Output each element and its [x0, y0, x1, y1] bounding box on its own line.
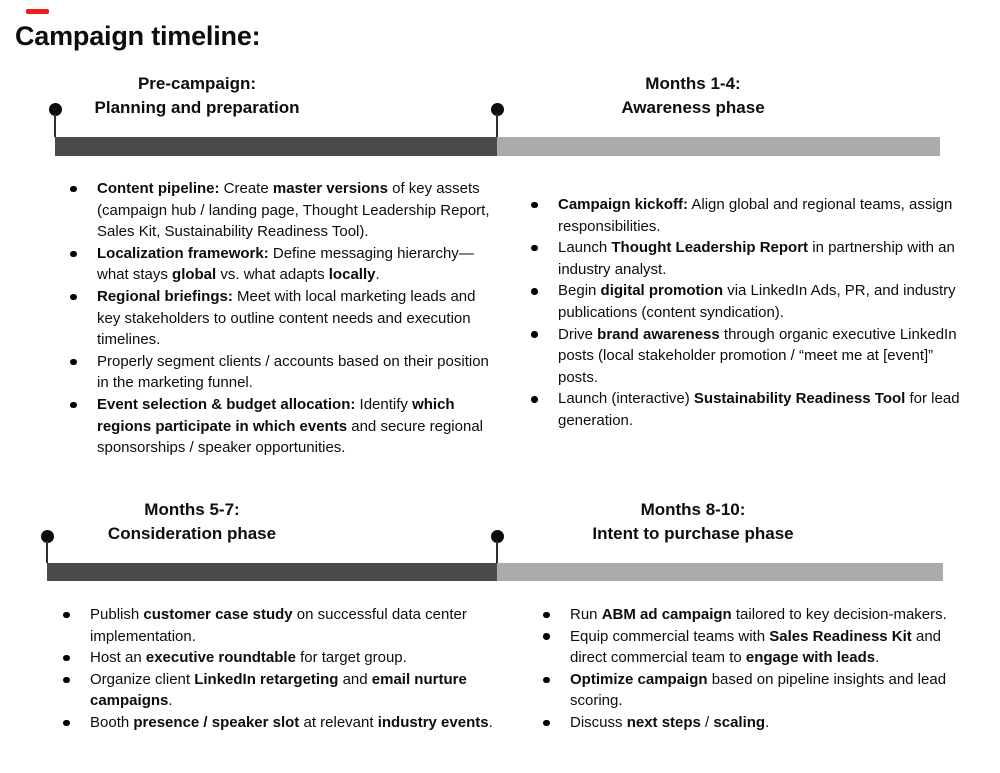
bullet-text-segment: Regional briefings: [97, 287, 233, 305]
phase-heading-months-5-7 [108, 498, 276, 546]
bullet-text-segment: of key assets (campaign hub / landing page, Thought Leadership Report, Sales Kit, Sustainability Readiness Tool). [97, 180, 490, 241]
timeline-bar-months-5-7 [47, 563, 497, 581]
bullet-text-segment: Drive [558, 325, 598, 343]
bullet-text-segment: Launch (interactive) [558, 390, 694, 408]
bullet-text-segment: digital promotion [600, 282, 724, 300]
phase-heading-line2: Consideration phase [107, 524, 277, 543]
bullet-text-segment: Publish [90, 606, 144, 623]
bullet-item [521, 237, 969, 280]
bullet-text-segment: Sustainability Readiness Tool [693, 390, 906, 408]
phase-heading-line1: Months 1-4: [645, 74, 741, 93]
bullet-text-segment: Localization framework: [97, 244, 269, 262]
bullet-text-segment: Meet with local marketing leads and key stakeholders to outline content needs and execution timelines. [97, 287, 476, 349]
bullet-item [60, 178, 496, 243]
bullet-text-segment: and direct commercial team to [570, 627, 942, 667]
bullet-text-segment: at relevant [299, 713, 378, 731]
bullet-item [60, 243, 496, 286]
bullet-text-segment: . [875, 649, 880, 667]
bullet-text-segment: Run [570, 606, 602, 623]
bullet-list-months-5-7 [53, 604, 495, 734]
bullet-text-segment: based on pipeline insights and lead scoring. [570, 670, 947, 710]
bullet-text-segment: engage with leads [745, 649, 876, 667]
bullet-item [53, 604, 495, 647]
bullet-text-segment: customer case study [143, 606, 293, 623]
bullet-text-segment: Booth [90, 713, 134, 731]
bullet-text-segment: and [338, 670, 372, 688]
bullet-list-pre-campaign [60, 178, 496, 459]
bullet-text-segment: Identify [355, 395, 413, 413]
bullet-text-segment: Event selection & budget allocation: [97, 395, 356, 413]
bullet-text-segment: for target group. [295, 649, 407, 667]
bullet-item [533, 712, 973, 734]
phase-heading-line2: Intent to purchase phase [592, 524, 794, 543]
bullet-text-segment: . [765, 713, 770, 731]
bullet-item [53, 712, 495, 734]
bullet-text-segment: Launch [558, 239, 612, 257]
phase-heading-line1: Months 5-7: [144, 500, 240, 519]
bullet-item [521, 194, 969, 237]
bullet-text-segment: scaling [713, 713, 766, 731]
bullet-text-segment: / [700, 713, 714, 731]
bullet-item [533, 669, 973, 712]
phase-heading-line1: Pre-campaign: [137, 74, 257, 93]
timeline-bar-pre-campaign [55, 137, 497, 156]
bullet-item [521, 324, 969, 389]
bullet-list-months-1-4 [521, 194, 969, 432]
bullet-text-segment: locally [328, 266, 376, 284]
bullet-text-segment: Properly segment clients / accounts based on their position in the marketing funnel. [97, 352, 489, 392]
bullet-item [60, 394, 496, 459]
bullet-item [533, 604, 973, 626]
page-title: Campaign timeline: [15, 21, 261, 51]
phase-heading-line2: Awareness phase [621, 98, 765, 117]
timeline-bar-months-1-4 [497, 137, 940, 156]
bullet-text-segment: Sales Readiness Kit [769, 627, 912, 645]
bullet-text-segment: in partnership with an industry analyst. [558, 239, 955, 278]
timeline-marker-stem-months-5-7 [46, 541, 48, 563]
bullet-text-segment: Equip commercial teams with [570, 627, 770, 645]
bullet-text-segment: which regions participate in which events [97, 395, 455, 435]
bullet-item [521, 280, 969, 323]
bullet-text-segment: Discuss [570, 713, 627, 731]
bullet-text-segment: Optimize campaign [570, 670, 708, 688]
bullet-text-segment: through organic executive LinkedIn posts (local stakeholder promotion / “meet me at [event]” posts. [558, 325, 957, 386]
bullet-text-segment: executive roundtable [145, 649, 296, 667]
bullet-item [60, 351, 496, 394]
bullet-item [521, 388, 969, 431]
bullet-text-segment: . [168, 692, 173, 710]
timeline-bar-months-8-10 [497, 563, 943, 581]
bullet-text-segment: Align global and regional teams, assign responsibilities. [558, 196, 953, 235]
bullet-text-segment: via LinkedIn Ads, PR, and industry publications (content syndication). [558, 282, 956, 321]
bullet-text-segment: Create [219, 180, 273, 197]
phase-heading-line2: Planning and preparation [94, 98, 300, 117]
bullet-text-segment: Begin [558, 282, 601, 300]
timeline-marker-stem-pre-campaign [54, 114, 56, 137]
phase-heading-line1: Months 8-10: [640, 500, 746, 519]
bullet-item [533, 626, 973, 669]
bullet-text-segment: industry events [377, 713, 489, 731]
bullet-text-segment: Define messaging hierarchy—what stays [97, 244, 474, 284]
bullet-text-segment: presence / speaker slot [133, 713, 300, 731]
bullet-text-segment: Host an [90, 649, 146, 667]
bullet-text-segment: Organize client [90, 670, 195, 688]
timeline-marker-stem-months-8-10 [496, 541, 498, 563]
phase-heading-pre-campaign [95, 72, 300, 120]
bullet-item [60, 286, 496, 351]
bullet-item [53, 669, 495, 712]
phase-heading-months-1-4 [621, 72, 764, 120]
bullet-text-segment: . [488, 713, 493, 731]
phase-heading-months-8-10 [592, 498, 793, 546]
accent-dash [26, 9, 49, 14]
bullet-text-segment: Thought Leadership Report [611, 239, 809, 257]
bullet-text-segment: for lead generation. [558, 390, 960, 429]
bullet-text-segment: ABM ad campaign [601, 606, 732, 623]
bullet-text-segment: next steps [626, 713, 701, 731]
bullet-text-segment: brand awareness [597, 325, 720, 343]
bullet-item [53, 647, 495, 669]
bullet-text-segment: . [375, 266, 380, 284]
bullet-text-segment: global [172, 266, 217, 284]
bullet-text-segment: Content pipeline: [97, 180, 220, 197]
timeline-marker-stem-months-1-4 [496, 114, 498, 137]
bullet-list-months-8-10 [533, 604, 973, 734]
bullet-text-segment: Campaign kickoff: [558, 196, 689, 213]
bullet-text-segment: LinkedIn retargeting [194, 670, 339, 688]
bullet-text-segment: tailored to key decision-makers. [731, 606, 947, 623]
bullet-text-segment: vs. what adapts [216, 266, 329, 284]
bullet-text-segment: email nurture campaigns [90, 670, 467, 710]
bullet-text-segment: and secure regional sponsorships / speaker opportunities. [97, 417, 484, 457]
bullet-text-segment: on successful data center implementation. [90, 606, 467, 645]
bullet-text-segment: master versions [272, 180, 388, 197]
